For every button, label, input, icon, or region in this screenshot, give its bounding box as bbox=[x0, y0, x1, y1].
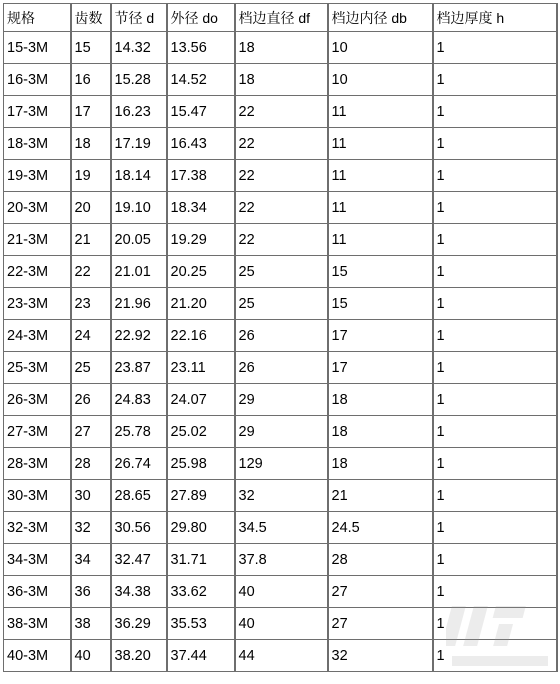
cell-flange-diameter: 34.5 bbox=[235, 512, 328, 544]
table-row bbox=[4, 416, 557, 448]
cell-teeth: 21 bbox=[71, 224, 111, 256]
cell-spec: 20-3M bbox=[4, 192, 71, 224]
cell-pitch-diameter: 36.29 bbox=[111, 608, 167, 640]
cell-flange-inner-diameter: 17 bbox=[328, 352, 433, 384]
cell-teeth: 26 bbox=[71, 384, 111, 416]
cell-spec: 38-3M bbox=[4, 608, 71, 640]
cell-outer-diameter: 19.29 bbox=[167, 224, 235, 256]
cell-flange-thickness: 1 bbox=[433, 448, 557, 480]
cell-spec: 28-3M bbox=[4, 448, 71, 480]
header-flange-diameter: 档边直径 df bbox=[235, 4, 328, 32]
cell-flange-inner-diameter: 18 bbox=[328, 416, 433, 448]
cell-flange-diameter: 37.8 bbox=[235, 544, 328, 576]
cell-flange-inner-diameter: 27 bbox=[328, 608, 433, 640]
cell-flange-diameter: 22 bbox=[235, 128, 328, 160]
cell-pitch-diameter: 15.28 bbox=[111, 64, 167, 96]
cell-flange-diameter: 29 bbox=[235, 416, 328, 448]
cell-pitch-diameter: 25.78 bbox=[111, 416, 167, 448]
cell-flange-thickness: 1 bbox=[433, 384, 557, 416]
cell-teeth: 28 bbox=[71, 448, 111, 480]
cell-outer-diameter: 21.20 bbox=[167, 288, 235, 320]
cell-flange-diameter: 44 bbox=[235, 640, 328, 672]
cell-pitch-diameter: 18.14 bbox=[111, 160, 167, 192]
cell-flange-thickness: 1 bbox=[433, 96, 557, 128]
cell-spec: 21-3M bbox=[4, 224, 71, 256]
cell-pitch-diameter: 19.10 bbox=[111, 192, 167, 224]
cell-pitch-diameter: 32.47 bbox=[111, 544, 167, 576]
cell-spec: 32-3M bbox=[4, 512, 71, 544]
cell-flange-inner-diameter: 17 bbox=[328, 320, 433, 352]
table-header-row bbox=[4, 4, 557, 32]
header-outer-diameter: 外径 do bbox=[167, 4, 235, 32]
header-teeth: 齿数 bbox=[71, 4, 111, 32]
table-body bbox=[4, 32, 557, 672]
cell-flange-thickness: 1 bbox=[433, 128, 557, 160]
cell-flange-diameter: 22 bbox=[235, 224, 328, 256]
cell-flange-inner-diameter: 18 bbox=[328, 448, 433, 480]
cell-flange-thickness: 1 bbox=[433, 416, 557, 448]
cell-flange-thickness: 1 bbox=[433, 320, 557, 352]
cell-spec: 40-3M bbox=[4, 640, 71, 672]
cell-pitch-diameter: 38.20 bbox=[111, 640, 167, 672]
cell-outer-diameter: 15.47 bbox=[167, 96, 235, 128]
cell-pitch-diameter: 21.01 bbox=[111, 256, 167, 288]
table-row bbox=[4, 160, 557, 192]
cell-flange-diameter: 25 bbox=[235, 288, 328, 320]
cell-flange-inner-diameter: 11 bbox=[328, 160, 433, 192]
cell-teeth: 20 bbox=[71, 192, 111, 224]
cell-outer-diameter: 22.16 bbox=[167, 320, 235, 352]
cell-flange-inner-diameter: 11 bbox=[328, 128, 433, 160]
cell-spec: 26-3M bbox=[4, 384, 71, 416]
table-row bbox=[4, 512, 557, 544]
cell-flange-diameter: 40 bbox=[235, 576, 328, 608]
cell-flange-thickness: 1 bbox=[433, 288, 557, 320]
cell-flange-thickness: 1 bbox=[433, 32, 557, 64]
cell-teeth: 27 bbox=[71, 416, 111, 448]
cell-teeth: 16 bbox=[71, 64, 111, 96]
cell-outer-diameter: 37.44 bbox=[167, 640, 235, 672]
cell-flange-diameter: 40 bbox=[235, 608, 328, 640]
cell-flange-thickness: 1 bbox=[433, 352, 557, 384]
table-row bbox=[4, 288, 557, 320]
cell-teeth: 40 bbox=[71, 640, 111, 672]
cell-flange-diameter: 32 bbox=[235, 480, 328, 512]
cell-pitch-diameter: 14.32 bbox=[111, 32, 167, 64]
cell-pitch-diameter: 17.19 bbox=[111, 128, 167, 160]
cell-flange-thickness: 1 bbox=[433, 192, 557, 224]
cell-flange-inner-diameter: 15 bbox=[328, 256, 433, 288]
cell-flange-inner-diameter: 27 bbox=[328, 576, 433, 608]
cell-teeth: 15 bbox=[71, 32, 111, 64]
cell-flange-diameter: 22 bbox=[235, 192, 328, 224]
header-flange-thickness: 档边厚度 h bbox=[433, 4, 557, 32]
cell-flange-thickness: 1 bbox=[433, 512, 557, 544]
table-row bbox=[4, 448, 557, 480]
table-row bbox=[4, 192, 557, 224]
cell-spec: 16-3M bbox=[4, 64, 71, 96]
cell-flange-inner-diameter: 18 bbox=[328, 384, 433, 416]
table-row bbox=[4, 224, 557, 256]
cell-flange-diameter: 18 bbox=[235, 64, 328, 96]
cell-pitch-diameter: 34.38 bbox=[111, 576, 167, 608]
cell-flange-thickness: 1 bbox=[433, 64, 557, 96]
cell-flange-inner-diameter: 24.5 bbox=[328, 512, 433, 544]
cell-outer-diameter: 29.80 bbox=[167, 512, 235, 544]
table-row bbox=[4, 320, 557, 352]
cell-pitch-diameter: 24.83 bbox=[111, 384, 167, 416]
header-pitch-diameter: 节径 d bbox=[111, 4, 167, 32]
cell-spec: 23-3M bbox=[4, 288, 71, 320]
header-spec: 规格 bbox=[4, 4, 71, 32]
cell-teeth: 23 bbox=[71, 288, 111, 320]
table-row bbox=[4, 544, 557, 576]
cell-flange-thickness: 1 bbox=[433, 608, 557, 640]
watermark-logo bbox=[446, 598, 556, 678]
table-row bbox=[4, 352, 557, 384]
cell-spec: 30-3M bbox=[4, 480, 71, 512]
cell-pitch-diameter: 16.23 bbox=[111, 96, 167, 128]
cell-flange-thickness: 1 bbox=[433, 576, 557, 608]
cell-flange-diameter: 22 bbox=[235, 160, 328, 192]
cell-teeth: 36 bbox=[71, 576, 111, 608]
cell-pitch-diameter: 28.65 bbox=[111, 480, 167, 512]
cell-flange-thickness: 1 bbox=[433, 480, 557, 512]
cell-outer-diameter: 13.56 bbox=[167, 32, 235, 64]
table-row bbox=[4, 384, 557, 416]
cell-flange-diameter: 25 bbox=[235, 256, 328, 288]
cell-spec: 27-3M bbox=[4, 416, 71, 448]
pulley-spec-table bbox=[3, 3, 558, 672]
cell-flange-thickness: 1 bbox=[433, 256, 557, 288]
cell-flange-diameter: 129 bbox=[235, 448, 328, 480]
cell-pitch-diameter: 26.74 bbox=[111, 448, 167, 480]
cell-teeth: 25 bbox=[71, 352, 111, 384]
cell-teeth: 32 bbox=[71, 512, 111, 544]
table-row bbox=[4, 128, 557, 160]
table-row bbox=[4, 96, 557, 128]
cell-spec: 18-3M bbox=[4, 128, 71, 160]
cell-flange-diameter: 22 bbox=[235, 96, 328, 128]
cell-spec: 34-3M bbox=[4, 544, 71, 576]
cell-outer-diameter: 25.98 bbox=[167, 448, 235, 480]
cell-flange-diameter: 29 bbox=[235, 384, 328, 416]
cell-spec: 15-3M bbox=[4, 32, 71, 64]
cell-outer-diameter: 23.11 bbox=[167, 352, 235, 384]
table-row bbox=[4, 480, 557, 512]
cell-outer-diameter: 17.38 bbox=[167, 160, 235, 192]
cell-flange-inner-diameter: 10 bbox=[328, 32, 433, 64]
cell-outer-diameter: 31.71 bbox=[167, 544, 235, 576]
cell-spec: 17-3M bbox=[4, 96, 71, 128]
table-row bbox=[4, 32, 557, 64]
cell-outer-diameter: 20.25 bbox=[167, 256, 235, 288]
cell-teeth: 24 bbox=[71, 320, 111, 352]
cell-outer-diameter: 16.43 bbox=[167, 128, 235, 160]
cell-flange-thickness: 1 bbox=[433, 544, 557, 576]
cell-teeth: 38 bbox=[71, 608, 111, 640]
cell-flange-thickness: 1 bbox=[433, 224, 557, 256]
cell-teeth: 18 bbox=[71, 128, 111, 160]
header-flange-inner-diameter: 档边内径 db bbox=[328, 4, 433, 32]
cell-pitch-diameter: 23.87 bbox=[111, 352, 167, 384]
cell-flange-inner-diameter: 21 bbox=[328, 480, 433, 512]
cell-flange-diameter: 26 bbox=[235, 320, 328, 352]
cell-flange-inner-diameter: 15 bbox=[328, 288, 433, 320]
cell-teeth: 17 bbox=[71, 96, 111, 128]
cell-outer-diameter: 33.62 bbox=[167, 576, 235, 608]
cell-pitch-diameter: 22.92 bbox=[111, 320, 167, 352]
cell-flange-thickness: 1 bbox=[433, 640, 557, 672]
table-row bbox=[4, 64, 557, 96]
cell-outer-diameter: 18.34 bbox=[167, 192, 235, 224]
cell-spec: 25-3M bbox=[4, 352, 71, 384]
cell-outer-diameter: 24.07 bbox=[167, 384, 235, 416]
cell-outer-diameter: 35.53 bbox=[167, 608, 235, 640]
cell-flange-inner-diameter: 10 bbox=[328, 64, 433, 96]
cell-flange-inner-diameter: 11 bbox=[328, 192, 433, 224]
cell-outer-diameter: 14.52 bbox=[167, 64, 235, 96]
cell-teeth: 19 bbox=[71, 160, 111, 192]
cell-pitch-diameter: 21.96 bbox=[111, 288, 167, 320]
cell-flange-diameter: 18 bbox=[235, 32, 328, 64]
cell-spec: 19-3M bbox=[4, 160, 71, 192]
cell-spec: 24-3M bbox=[4, 320, 71, 352]
cell-flange-inner-diameter: 32 bbox=[328, 640, 433, 672]
cell-pitch-diameter: 30.56 bbox=[111, 512, 167, 544]
cell-flange-inner-diameter: 11 bbox=[328, 96, 433, 128]
cell-teeth: 34 bbox=[71, 544, 111, 576]
cell-spec: 36-3M bbox=[4, 576, 71, 608]
cell-flange-inner-diameter: 28 bbox=[328, 544, 433, 576]
cell-outer-diameter: 27.89 bbox=[167, 480, 235, 512]
cell-teeth: 22 bbox=[71, 256, 111, 288]
cell-outer-diameter: 25.02 bbox=[167, 416, 235, 448]
cell-teeth: 30 bbox=[71, 480, 111, 512]
cell-spec: 22-3M bbox=[4, 256, 71, 288]
cell-flange-thickness: 1 bbox=[433, 160, 557, 192]
cell-flange-inner-diameter: 11 bbox=[328, 224, 433, 256]
cell-pitch-diameter: 20.05 bbox=[111, 224, 167, 256]
table-row bbox=[4, 256, 557, 288]
cell-flange-diameter: 26 bbox=[235, 352, 328, 384]
